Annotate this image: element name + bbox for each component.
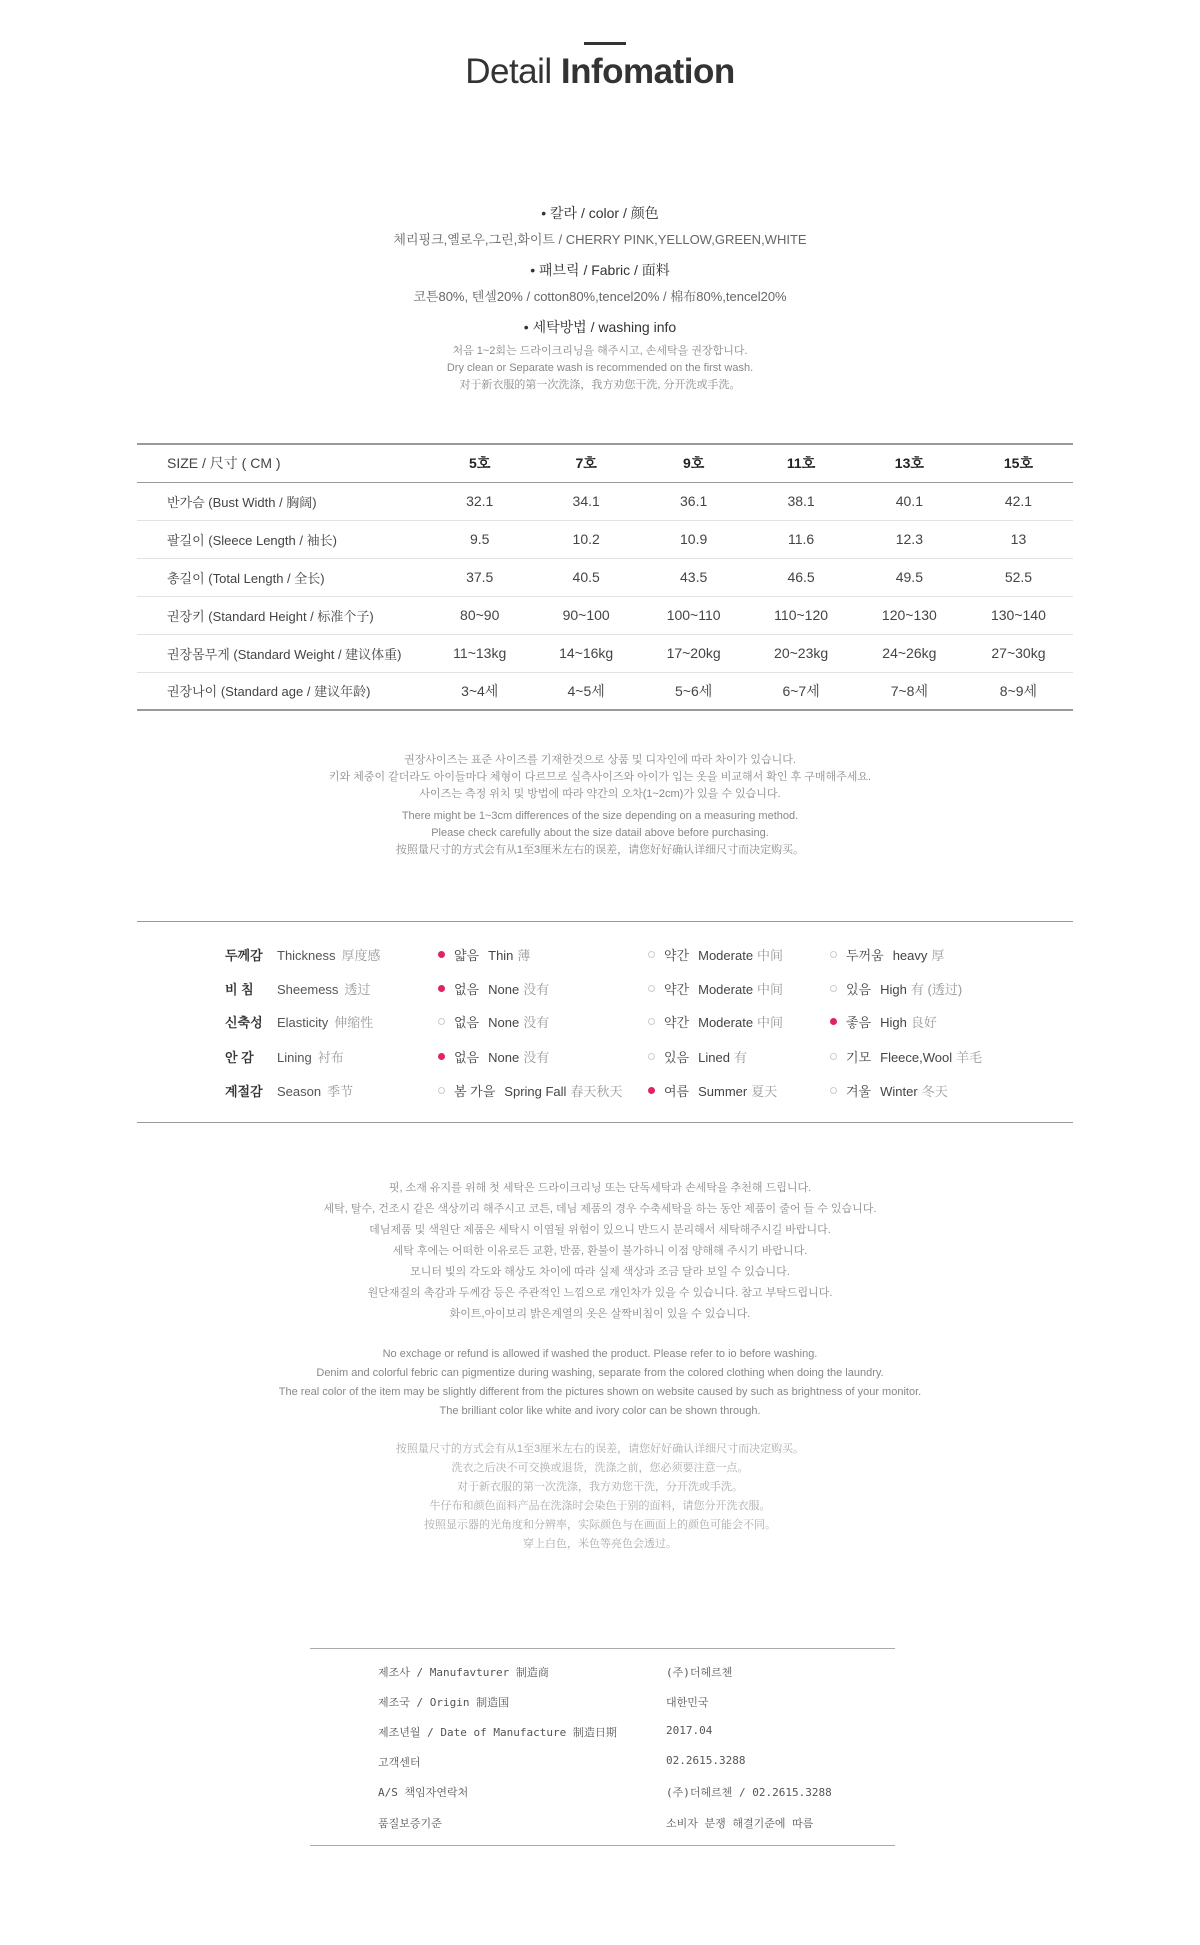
- option-en-label: Summer: [698, 1084, 748, 1099]
- attribute-en-label: Sheemess: [277, 982, 339, 997]
- option-cn-label: 冬天: [921, 1084, 948, 1099]
- unselected-dot-icon: [830, 1053, 837, 1060]
- size-table-header: SIZE / 尺寸 ( CM ) 5호 7호 9호 11호 13호 15호: [137, 444, 1073, 482]
- care-notes-kr: 핏, 소재 유지를 위해 첫 세탁은 드라이크리닝 또는 단독세탁과 손세탁을 추천해 드립니다. 세탁, 탈수, 건조시 같은 색상끼리 해주시고 코튼, 데님 제품의 경우 수축세탁을 하는 동안 제품이 줄어 들 수 있습니다. 데님제품 및 색원단 제품은 세탁시 이염될 위험이 있으니 반드시 분리해서 세탁해주시길 바랍니다. 세탁 후에는 어떠한 이유로든 교환, 반품, 환불이 불가하니 이점 양해해 주시기 바랍니다. 모니터 빛의 각도와 해상도 차이에 따라 실제 색상과 조금 달라 보일 수 있습니다. 원단재질의 촉감과 두께감 등은 주관적인 느낌으로 개인차가 있을 수 있습니다. 참고 부탁드립니다. 화이트,아이보리 밝은계열의 옷은 살짝비침이 있을 수 있습니다.: [323, 1182, 877, 1320]
- unselected-dot-icon: [648, 985, 655, 992]
- option-kr-label: 겨울: [846, 1084, 872, 1099]
- option-kr-label: 여름: [664, 1084, 690, 1099]
- fabric-info: [0, 260, 1200, 305]
- unselected-dot-icon: [648, 951, 655, 958]
- unselected-dot-icon: [438, 1087, 445, 1094]
- option-en-label: heavy: [892, 948, 928, 963]
- option-kr-label: 두꺼움: [846, 948, 884, 963]
- option-en-label: None: [488, 1015, 520, 1030]
- option-cn-label: 夏天: [751, 1084, 778, 1099]
- attribute-option: [648, 1081, 777, 1100]
- option-cn-label: 没有: [523, 1015, 550, 1030]
- option-cn-label: 没有: [523, 1050, 550, 1065]
- table-row: 총길이 (Total Length / 全长) 37.5 40.5 43.5 46.5 49.5 52.5: [137, 558, 1073, 596]
- attribute-category: 안 감: [225, 1050, 254, 1065]
- option-kr-label: 없음: [454, 1050, 480, 1065]
- attribute-category: 두께감: [225, 948, 263, 963]
- attribute-option: [830, 945, 944, 964]
- washing-info: [0, 317, 1200, 394]
- attribute-category-en: [277, 1081, 353, 1100]
- option-en-label: Moderate: [698, 948, 754, 963]
- selected-dot-icon: [438, 1053, 445, 1060]
- table-row: 권장몸무게 (Standard Weight / 建议体重) 11~13kg 14~16kg 17~20kg 20~23kg 24~26kg 27~30kg: [137, 634, 1073, 672]
- attribute-category-en: [277, 1012, 373, 1031]
- size-note: 권장사이즈는 표준 사이즈를 기재한것으로 상품 및 디자인에 따라 차이가 있습니다. 키와 체중이 같더라도 아이들마다 체형이 다르므로 실측사이즈와 아이가 입는 옷을 비교해서 확인 후 구매해주세요. 사이즈는 측정 위치 및 방법에 따라 약간의 오차(1~2cm)가 있을 수 있습니다. There might be 1~3cm differences of the size depending on a measuring method. Please check carefully about the size datail above before purchasing. 按照量尺寸的方式会有从1至3厘米左右的误差，请您好好确认详细尺寸而决定购买。: [328, 754, 872, 856]
- unselected-dot-icon: [830, 1087, 837, 1094]
- divider: [137, 921, 1073, 922]
- option-kr-label: 약간: [664, 1015, 690, 1030]
- option-cn-label: 中间: [757, 982, 784, 997]
- maker-row: 제조국 / Origin 制造国 대한민국: [378, 1696, 709, 1709]
- maker-row: 제조사 / Manufavturer 制造商 (주)더헤르첸: [378, 1666, 733, 1679]
- attribute-row: [0, 1081, 1200, 1101]
- attribute-row: [0, 1047, 1200, 1067]
- attribute-option: [648, 979, 783, 998]
- option-en-label: None: [488, 1050, 520, 1065]
- attribute-en-label: Elasticity: [277, 1015, 329, 1030]
- care-notes-en: No exchage or refund is allowed if washed the product. Please refer to io before washing. Denim and colorful febric can pigmentize during washing, separate from the colored clothing when doing the laundry. The real color of the item may be slightly different from the pictures shown on website caused by such as brightness of your monitor. The brilliant color like white and ivory color can be shown through.: [278, 1348, 922, 1417]
- washing-heading: • 세탁방법 / washing info: [523, 319, 677, 335]
- divider: [310, 1845, 895, 1846]
- maker-row: A/S 책임자연락처 (주)더헤르첸 / 02.2615.3288: [378, 1786, 832, 1799]
- option-kr-label: 얇음: [454, 948, 480, 963]
- option-kr-label: 없음: [454, 982, 480, 997]
- option-kr-label: 봄 가을: [454, 1084, 496, 1099]
- attribute-cn-label: 伸缩性: [334, 1015, 374, 1030]
- attribute-option: [648, 1012, 783, 1031]
- option-en-label: Fleece,Wool: [880, 1050, 953, 1065]
- attribute-option: [438, 1047, 549, 1066]
- unselected-dot-icon: [648, 1018, 655, 1025]
- attribute-option: [648, 1047, 747, 1066]
- attribute-option: [830, 1047, 982, 1066]
- option-cn-label: 厚: [931, 948, 945, 963]
- fabric-heading: • 패브릭 / Fabric / 面料: [530, 262, 670, 278]
- attribute-row: [0, 945, 1200, 965]
- option-cn-label: 良好: [910, 1015, 937, 1030]
- attribute-option: [830, 1012, 937, 1031]
- unselected-dot-icon: [648, 1053, 655, 1060]
- table-row: 반가슴 (Bust Width / 胸阔) 32.1 34.1 36.1 38.1 40.1 42.1: [137, 482, 1073, 520]
- washing-line: Dry clean or Separate wash is recommended on the first wash.: [446, 362, 754, 374]
- attribute-en-label: Lining: [277, 1050, 312, 1065]
- maker-row: 품질보증기준 소비자 분쟁 해결기준에 따름: [378, 1817, 814, 1830]
- divider: [310, 1648, 895, 1649]
- attribute-option: [438, 979, 549, 998]
- unselected-dot-icon: [830, 985, 837, 992]
- color-info: [0, 203, 1200, 248]
- divider: [137, 1122, 1073, 1123]
- option-cn-label: 羊毛: [956, 1050, 983, 1065]
- option-en-label: None: [488, 982, 520, 997]
- attribute-option: [648, 945, 783, 964]
- option-en-label: Thin: [488, 948, 514, 963]
- option-kr-label: 약간: [664, 948, 690, 963]
- attribute-category: 계절감: [225, 1084, 263, 1099]
- attribute-category-en: [277, 945, 381, 964]
- option-en-label: Winter: [880, 1084, 918, 1099]
- unselected-dot-icon: [830, 951, 837, 958]
- option-kr-label: 있음: [846, 982, 872, 997]
- care-notes-cn: 按照量尺寸的方式会有从1至3厘米左右的误差，请您好好确认详细尺寸而决定购买。 洗衣之后决不可交换或退货，洗涤之前，您必须要注意一点。 对于新衣服的第一次洗涤，我方劝您干洗，分开洗或手洗。 牛仔布和颜色面料产品在洗涤时会染色于别的面料，请您分开洗衣服。 按照显示器的光角度和分辨率，实际颜色与在画面上的颜色可能会不同。 穿上白色，米色等亮色会透过。: [395, 1443, 805, 1550]
- option-cn-label: 春天秋天: [570, 1084, 623, 1099]
- attribute-category-en: [277, 979, 370, 998]
- selected-dot-icon: [438, 951, 445, 958]
- option-kr-label: 있음: [664, 1050, 690, 1065]
- attribute-option: [830, 979, 962, 998]
- option-kr-label: 좋음: [846, 1015, 872, 1030]
- option-cn-label: 中间: [757, 948, 784, 963]
- attribute-en-label: Season: [277, 1084, 322, 1099]
- attribute-row: [0, 979, 1200, 999]
- option-kr-label: 없음: [454, 1015, 480, 1030]
- attribute-cn-label: 透过: [344, 982, 371, 997]
- attribute-cn-label: 厚度感: [341, 948, 381, 963]
- option-cn-label: 有 (透过): [910, 982, 963, 997]
- attribute-category: 신축성: [225, 1015, 263, 1030]
- selected-dot-icon: [438, 985, 445, 992]
- fabric-text: 코튼80%, 텐셀20% / cotton80%,tencel20% / 棉布80%,tencel20%: [413, 289, 787, 304]
- attribute-category: 비 침: [225, 982, 254, 997]
- option-cn-label: 有: [733, 1050, 747, 1065]
- option-cn-label: 没有: [523, 982, 550, 997]
- washing-line: 对于新衣服的第一次洗涤，我方劝您干洗, 分开洗或手洗。: [459, 379, 741, 391]
- unselected-dot-icon: [438, 1018, 445, 1025]
- option-cn-label: 中间: [757, 1015, 784, 1030]
- option-en-label: Moderate: [698, 1015, 754, 1030]
- maker-row: 고객센터 02.2615.3288: [378, 1754, 746, 1769]
- attribute-option: [438, 1012, 549, 1031]
- table-row: 권장나이 (Standard age / 建议年龄) 3~4세 4~5세 5~6세 6~7세 7~8세 8~9세: [137, 672, 1073, 710]
- option-cn-label: 薄: [517, 948, 531, 963]
- attribute-row: [0, 1012, 1200, 1032]
- selected-dot-icon: [830, 1018, 837, 1025]
- table-row: 팔길이 (Sleece Length / 袖长) 9.5 10.2 10.9 11.6 12.3 13: [137, 520, 1073, 558]
- selected-dot-icon: [648, 1087, 655, 1094]
- option-kr-label: 기모: [846, 1050, 872, 1065]
- attribute-en-label: Thickness: [277, 948, 336, 963]
- attribute-option: [830, 1081, 948, 1100]
- option-en-label: Moderate: [698, 982, 754, 997]
- maker-row: 제조년월 / Date of Manufacture 制造日期 2017.04: [378, 1724, 713, 1739]
- table-row: 권장키 (Standard Height / 标准个子) 80~90 90~100 100~110 110~120 120~130 130~140: [137, 596, 1073, 634]
- color-text: 체리핑크,옐로우,그린,화이트 / CHERRY PINK,YELLOW,GREEN,WHITE: [393, 232, 807, 247]
- option-en-label: High: [880, 1015, 907, 1030]
- option-kr-label: 약간: [664, 982, 690, 997]
- option-en-label: Lined: [698, 1050, 730, 1065]
- washing-line: 처음 1~2회는 드라이크리닝을 해주시고, 손세탁을 권장합니다.: [452, 345, 748, 357]
- size-table: [137, 443, 1073, 711]
- attribute-category-en: [277, 1047, 344, 1066]
- attribute-cn-label: 季节: [327, 1084, 354, 1099]
- option-en-label: High: [880, 982, 907, 997]
- attribute-cn-label: 衬布: [317, 1050, 344, 1065]
- color-heading: • 칼라 / color / 颜色: [541, 205, 659, 221]
- attribute-option: [438, 1081, 622, 1100]
- attribute-option: [438, 945, 530, 964]
- option-en-label: Spring Fall: [504, 1084, 567, 1099]
- page-title: Detail Infomation: [465, 52, 735, 91]
- title-accent-bar: [584, 42, 626, 45]
